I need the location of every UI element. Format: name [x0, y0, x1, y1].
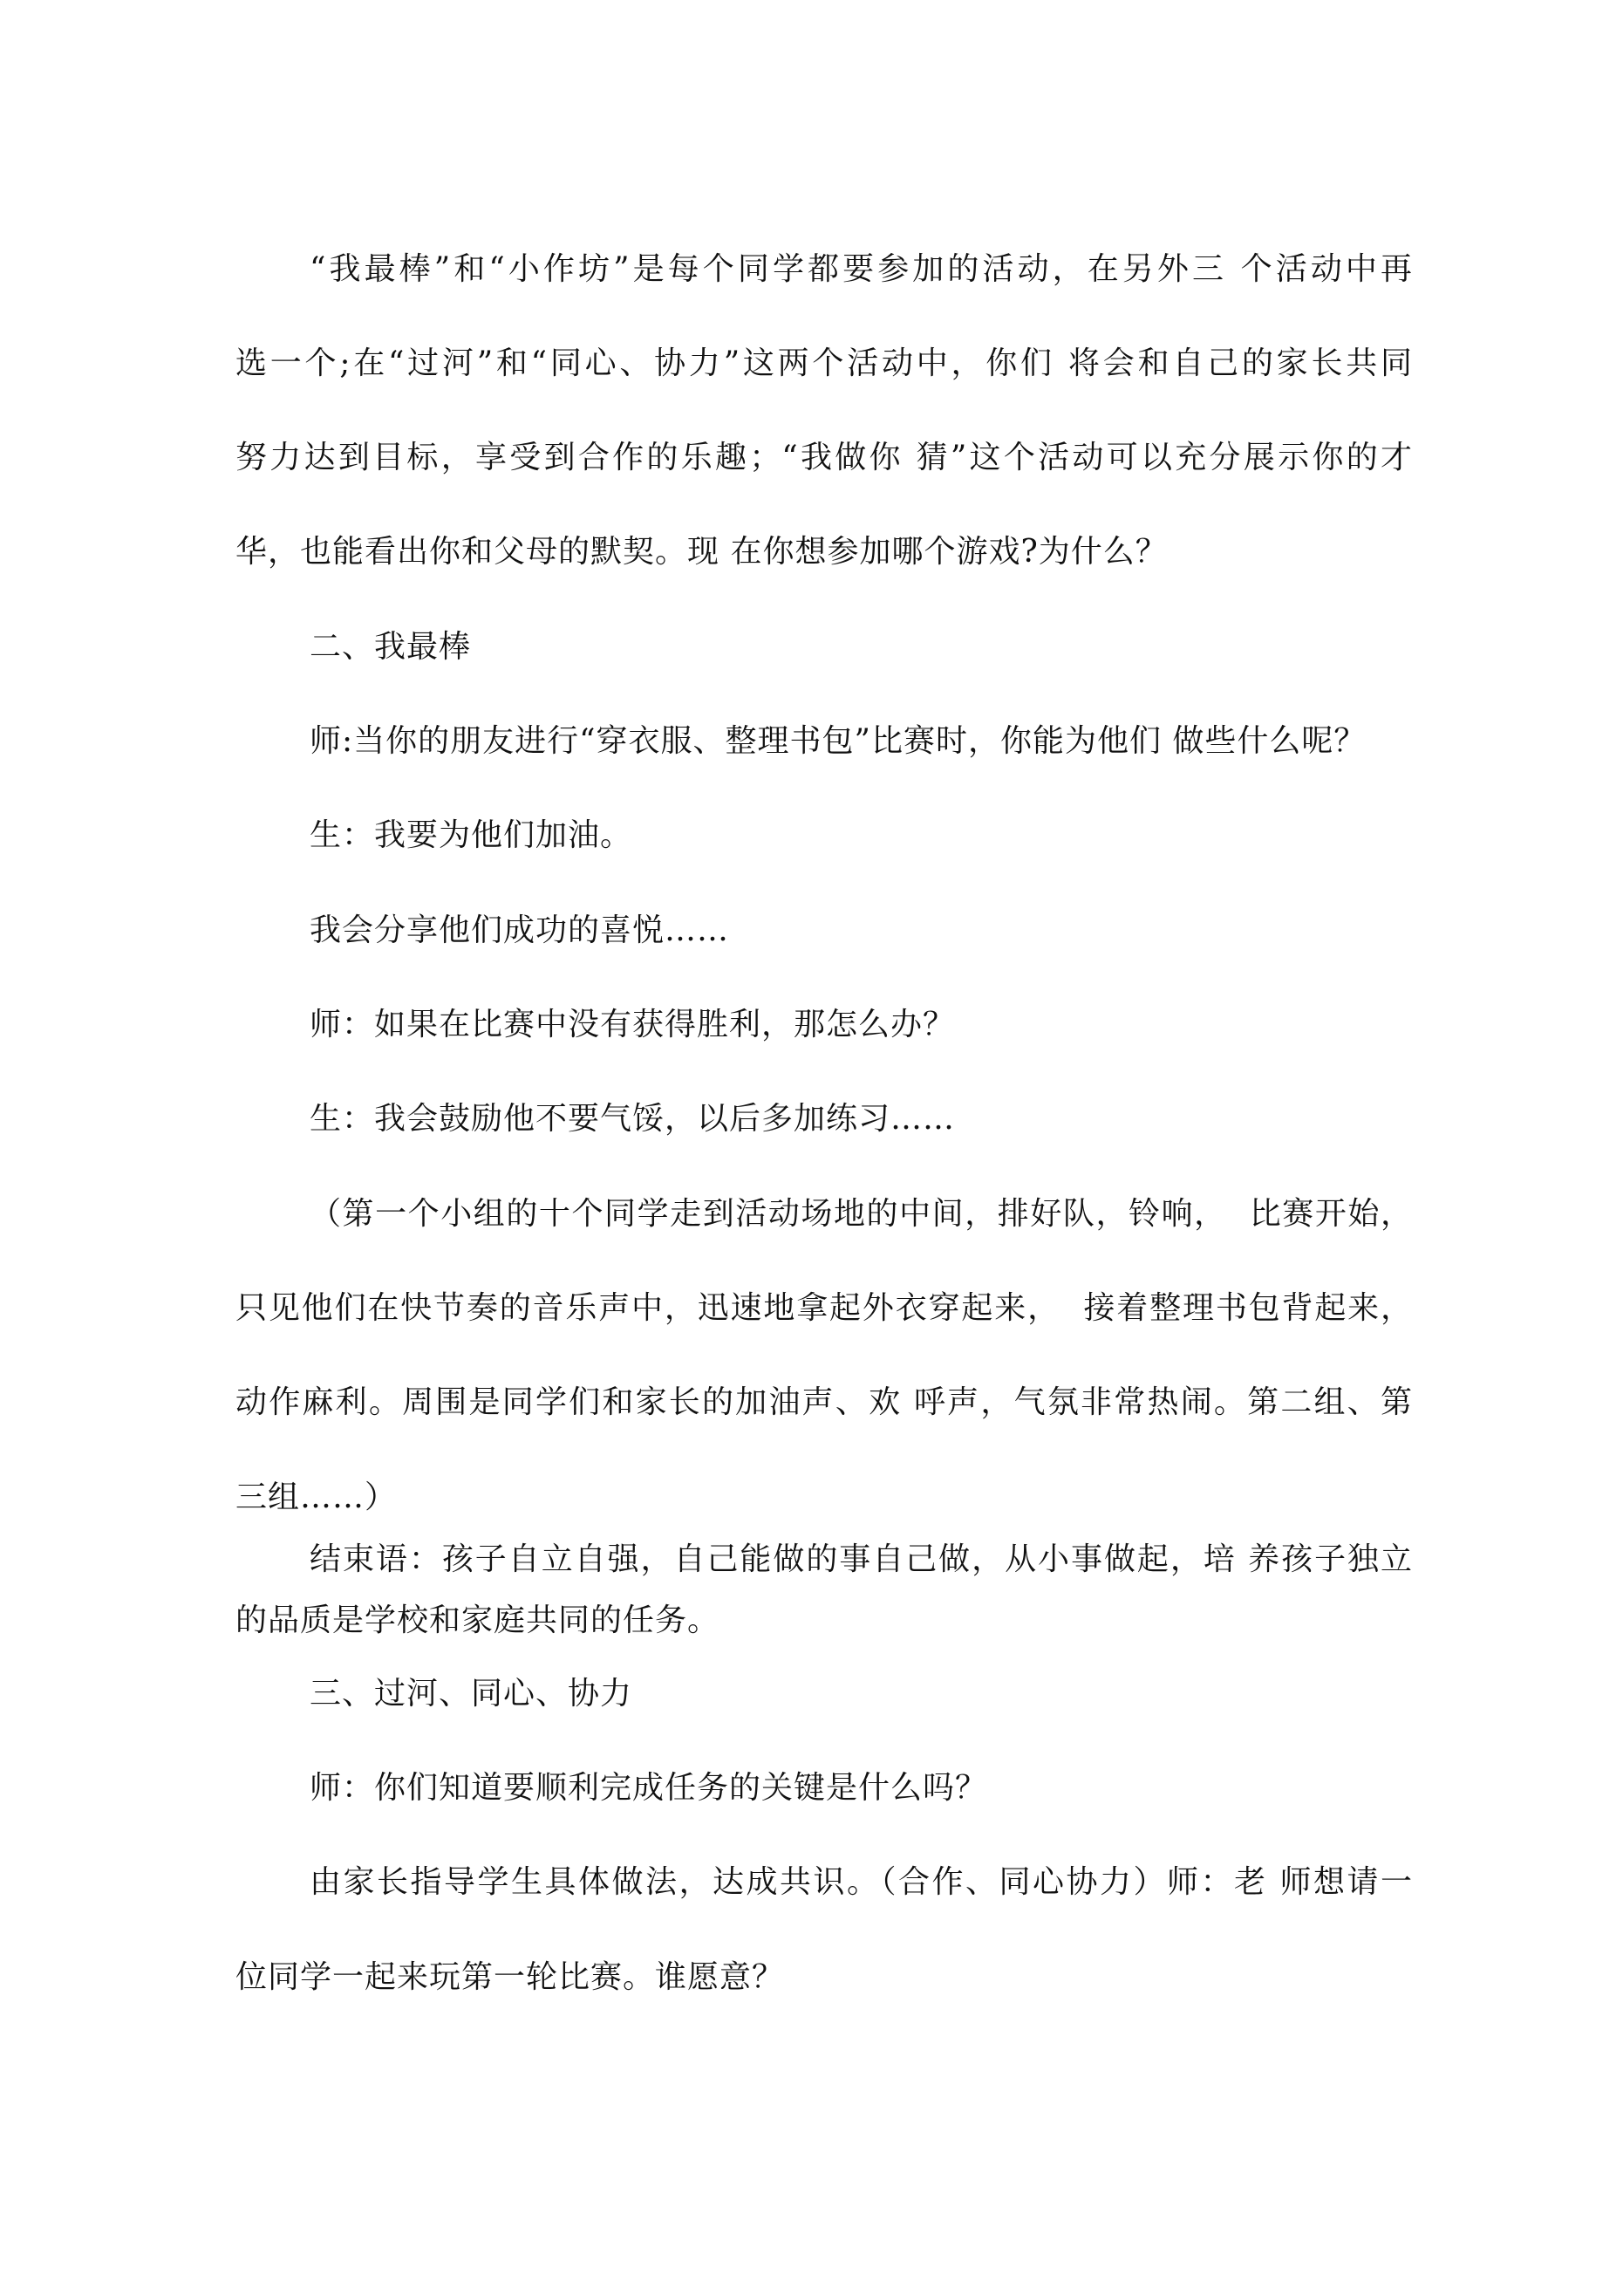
paragraph-activities-line-2: 选一个;在“过河”和“同心、协力”这两个活动中，你们 将会和自己的家长共同 — [235, 345, 1413, 381]
conclusion-line-1: 结束语：孩子自立自强，自己能做的事自己做，从小事做起，培 养孩子独立 — [310, 1541, 1413, 1577]
paragraph-activities-line-1: “我最棒”和“小作坊”是每个同学都要参加的活动，在另外三 个活动中再 — [310, 251, 1413, 287]
paragraph-competition-line-2: 只见他们在快节奏的音乐声中，迅速地拿起外衣穿起来， 接着整理书包背起来， — [235, 1290, 1413, 1326]
teacher-question-3: 师：你们知道要顺利完成任务的关键是什么吗？ — [310, 1770, 988, 1806]
teacher-question-2: 师：如果在比赛中没有获得胜利，那怎么办？ — [310, 1007, 956, 1042]
paragraph-guidance-line-1: 由家长指导学生具体做法，达成共识。（合作、同心协力）师：老 师想请一 — [310, 1864, 1413, 1900]
paragraph-competition-line-1: （第一个小组的十个同学走到活动场地的中间，排好队，铃响， 比赛开始， — [310, 1196, 1413, 1232]
paragraph-competition-line-4: 三组……） — [235, 1479, 398, 1515]
teacher-question-1: 师:当你的朋友进行“穿衣服、整理书包”比赛时，你能为他们 做些什么呢？ — [310, 723, 1367, 759]
section-heading-2: 二、我最棒 — [310, 629, 472, 665]
student-answer-1: 生：我要为他们加油。 — [310, 817, 633, 853]
student-answer-3: 生：我会鼓励他不要气馁，以后多加练习…… — [310, 1101, 956, 1137]
paragraph-guidance-line-2: 位同学一起来玩第一轮比赛。谁愿意？ — [235, 1959, 785, 1995]
paragraph-competition-line-3: 动作麻利。周围是同学们和家长的加油声、欢 呼声，气氛非常热闹。第二组、第 — [235, 1384, 1413, 1420]
student-answer-2: 我会分享他们成功的喜悦…… — [310, 912, 730, 948]
paragraph-activities-line-3: 努力达到目标，享受到合作的乐趣；“我做你 猜”这个活动可以充分展示你的才 — [235, 440, 1413, 475]
paragraph-activities-line-4: 华，也能看出你和父母的默契。现 在你想参加哪个游戏?为什么？ — [235, 534, 1168, 570]
section-heading-3: 三、过河、同心、协力 — [310, 1676, 633, 1712]
conclusion-line-2: 的品质是学校和家庭共同的任务。 — [235, 1602, 720, 1638]
